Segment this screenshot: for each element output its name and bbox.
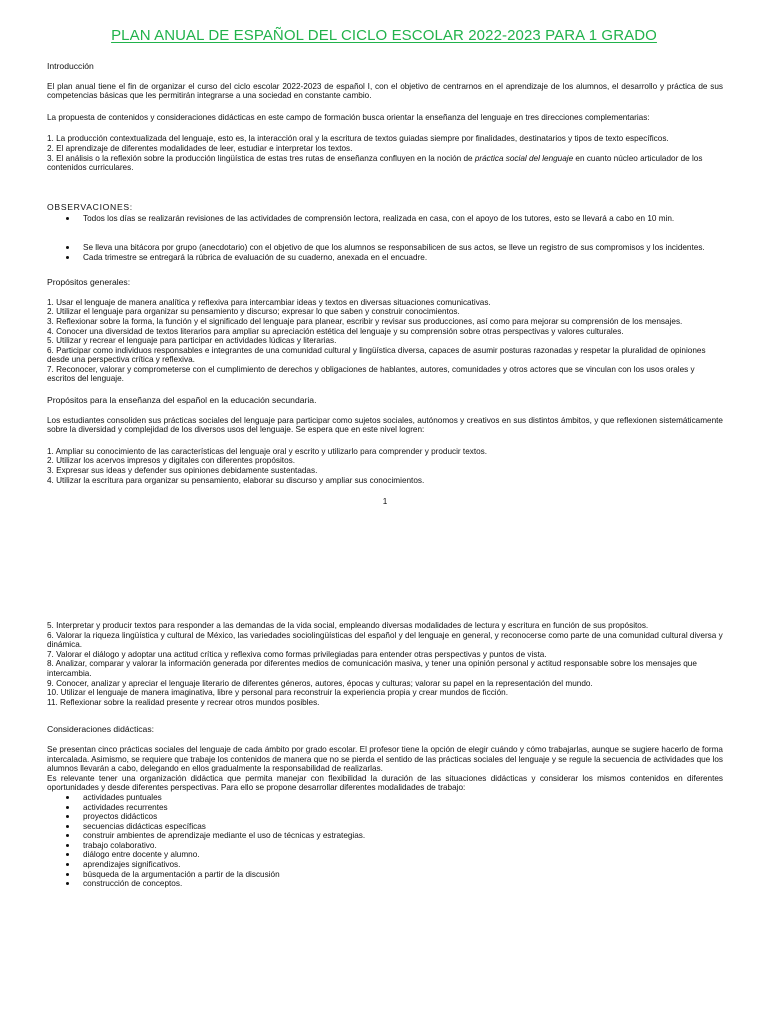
intro-paragraph: El plan anual tiene el fin de organizar el curso del ciclo escolar 2022-2023 de español I, con el objetivo de centrarnos en el aprendizaje de los alumnos, el desarrollo y práctica de sus competencias básicas que les permitirán integrarse a una sociedad en constante cambio. — [47, 81, 723, 101]
modalidad-item: construir ambientes de aprendizaje mediante el uso de técnicas y estrategias. — [47, 831, 723, 841]
secundaria-item: 8. Analizar, comparar y valorar la información generada por diferentes medios de comunicación masiva, y tener una opinión personal y actitud responsable sobre los mensajes que intercambia. — [47, 659, 697, 678]
intro-paragraph-2: La propuesta de contenidos y consideraciones didácticas en este campo de formación busca orientar la enseñanza del lenguaje en tres direcciones complementarias: — [47, 112, 650, 122]
secundaria-item: 4. Utilizar la escritura para organizar su pensamiento, elaborar su discurso y ampliar sus conocimientos. — [47, 475, 425, 485]
intro-item: 1. La producción contextualizada del lenguaje, esto es, la interacción oral y la escritura de textos guiadas siempre por finalidades, destinatarios y tipos de texto específicos. — [47, 134, 669, 144]
secundaria-item: 3. Expresar sus ideas y defender sus opiniones debidamente sustentadas. — [47, 466, 318, 476]
propositos-secundaria-heading: Propósitos para la enseñanza del español en la educación secundaria. — [47, 395, 317, 406]
modalidad-item: búsqueda de la argumentación a partir de la discusión — [47, 870, 723, 880]
secundaria-item: 6. Valorar la riqueza lingüística y cultural de México, las variedades sociolingüísticas del español y del lenguaje en general, y reconocerse como parte de una comunidad cultural diversa y dinámica. — [47, 630, 723, 650]
intro-heading: Introducción — [47, 61, 94, 71]
intro-item-3 — [47, 154, 723, 173]
propositos-secundaria-paragraph: Los estudiantes consoliden sus prácticas sociales del lenguaje para participar como sujetos sociales, autónomos y creativos en sus distintos ámbitos, y que reflexionen sistemáticamente sobre la diversidad y complejidad de los diversos usos del lenguaje. Se espera que en este nivel logren: — [47, 415, 723, 435]
intro-item-3-text: 3. El análisis o la reflexión sobre la producción lingüística de estas tres rutas de enseñanza confluyen en la noción de — [47, 153, 475, 163]
intro-item: 2. El aprendizaje de diferentes modalidades de leer, estudiar e interpretar los textos. — [47, 143, 353, 153]
modalidad-item: trabajo colaborativo. — [47, 841, 723, 851]
proposito-item: 5. Utilizar y recrear el lenguaje para participar en actividades lúdicas y literarias. — [47, 336, 337, 346]
observacion-item: Todos los días se realizarán revisiones de las actividades de comprensión lectora, realizada en casa, con el apoyo de los tutores, esto se llevará a cabo en 10 min. — [47, 214, 723, 224]
modalidad-item: diálogo entre docente y alumno. — [47, 850, 723, 860]
modalidad-item: actividades recurrentes — [47, 803, 723, 813]
observacion-item: Cada trimestre se entregará la rúbrica de evaluación de su cuaderno, anexada en el encuadre. — [47, 253, 723, 263]
consideraciones-heading: Consideraciones didácticas: — [47, 724, 155, 735]
observaciones-heading: OBSERVACIONES: — [47, 201, 133, 212]
document-title: PLAN ANUAL DE ESPAÑOL DEL CICLO ESCOLAR 2022-2023 PARA 1 GRADO — [111, 27, 657, 44]
modalidad-item: secuencias didácticas específicas — [47, 822, 723, 832]
consideraciones-paragraph-2: Es relevante tener una organización didáctica que permita manejar con flexibilidad la duración de las situaciones didácticas y considerar los mismos contenidos en diferentes oportunidades y desde diferentes perspectivas. Para ello se propone desarrollar diferentes modalidades de trabajo: — [47, 773, 723, 793]
observaciones-list — [47, 214, 723, 262]
proposito-item: 4. Conocer una diversidad de textos literarios para ampliar su apreciación estética del lenguaje y su comprensión sobre otras perspectivas y valores culturales. — [47, 326, 624, 336]
proposito-item: 3. Reflexionar sobre la forma, la función y el significado del lenguaje para planear, escribir y revisar sus producciones, así como para mejorar su comprensión de los mensajes. — [47, 316, 683, 326]
propositos-generales-heading: Propósitos generales: — [47, 277, 131, 288]
observacion-item: Se lleva una bitácora por grupo (anecdotario) con el objetivo de que los alumnos se responsabilicen de sus actos, se lleve un registro de sus compromisos y los incidentes. — [47, 243, 723, 253]
modalidad-item: aprendizajes significativos. — [47, 860, 723, 870]
secundaria-item: 11. Reflexionar sobre la realidad presente y recrear otros mundos posibles. — [47, 697, 320, 707]
page-number: 1 — [382, 497, 388, 507]
secundaria-item: 5. Interpretar y producir textos para responder a las demandas de la vida social, empleando diversas modalidades de lectura y escritura en función de sus propósitos. — [47, 621, 649, 630]
modalidad-item: construcción de conceptos. — [47, 879, 723, 889]
proposito-item: 1. Usar el lenguaje de manera analítica y reflexiva para intercambiar ideas y textos en diversas situaciones comunicativas. — [47, 297, 491, 307]
modalidad-item: proyectos didácticos — [47, 812, 723, 822]
propositos-generales-list — [47, 298, 723, 384]
intro-item-3-text-end: en cuanto núcleo articulador de los contenidos curriculares. — [47, 153, 703, 173]
secundaria-item: 7. Valorar el diálogo y adoptar una actitud crítica y reflexiva como formas privilegiadas para entender otras perspectivas y puntos de vista. — [47, 649, 547, 659]
proposito-item: 7. Reconocer, valorar y comprometerse con el cumplimiento de derechos y obligaciones de hablantes, autores, comunidades y otros actores que se vinculan con los usos orales y escritos del lenguaje. — [47, 364, 695, 384]
secundaria-item: 10. Utilizar el lenguaje de manera imaginativa, libre y personal para reconstruir la experiencia propia y crear mundos de ficción. — [47, 688, 509, 698]
secundaria-item: 1. Ampliar su conocimiento de las características del lenguaje oral y escrito y utilizarlo para comprender y producir textos. — [47, 446, 488, 456]
propositos-secundaria-list-continued — [47, 621, 723, 707]
page-two — [47, 621, 723, 889]
modalidades-list — [47, 793, 723, 889]
secundaria-item: 2. Utilizar los acervos impresos y digitales con diferentes propósitos. — [47, 456, 296, 466]
consideraciones-paragraph: Se presentan cinco prácticas sociales del lenguaje de cada ámbito por grado escolar. El profesor tiene la opción de elegir cuándo y cómo trabajarlas, aunque se sugiere hacerlo de forma intercalada. Asimismo, se requiere que trabaje los contenidos de manera que no se pierda el sentido de las prácticas sociales del lenguaje y se regule la secuencia de actividades que los alumnos llevarán a cabo, delegando en ellos gradualmente la responsabilidad de realizarlas. — [47, 744, 723, 774]
modalidad-item: actividades puntuales — [47, 793, 723, 803]
propositos-secundaria-list — [47, 447, 723, 485]
page-one — [47, 62, 723, 507]
proposito-item: 2. Utilizar el lenguaje para organizar su pensamiento y discurso; expresar lo que saben y construir conocimientos. — [47, 307, 460, 317]
proposito-item: 6. Participar como individuos responsables e integrantes de una comunidad cultural y lingüística diversa, capaces de asumir posturas razonadas y respetar la pluralidad de opiniones desde una perspectiva crítica y reflexiva. — [47, 345, 706, 365]
intro-list — [47, 134, 723, 172]
secundaria-item: 9. Conocer, analizar y apreciar el lenguaje literario de diferentes géneros, autores, épocas y culturas; valorar su papel en la representación del mundo. — [47, 678, 593, 688]
intro-item-3-italic: práctica social del lenguaje — [474, 153, 574, 163]
